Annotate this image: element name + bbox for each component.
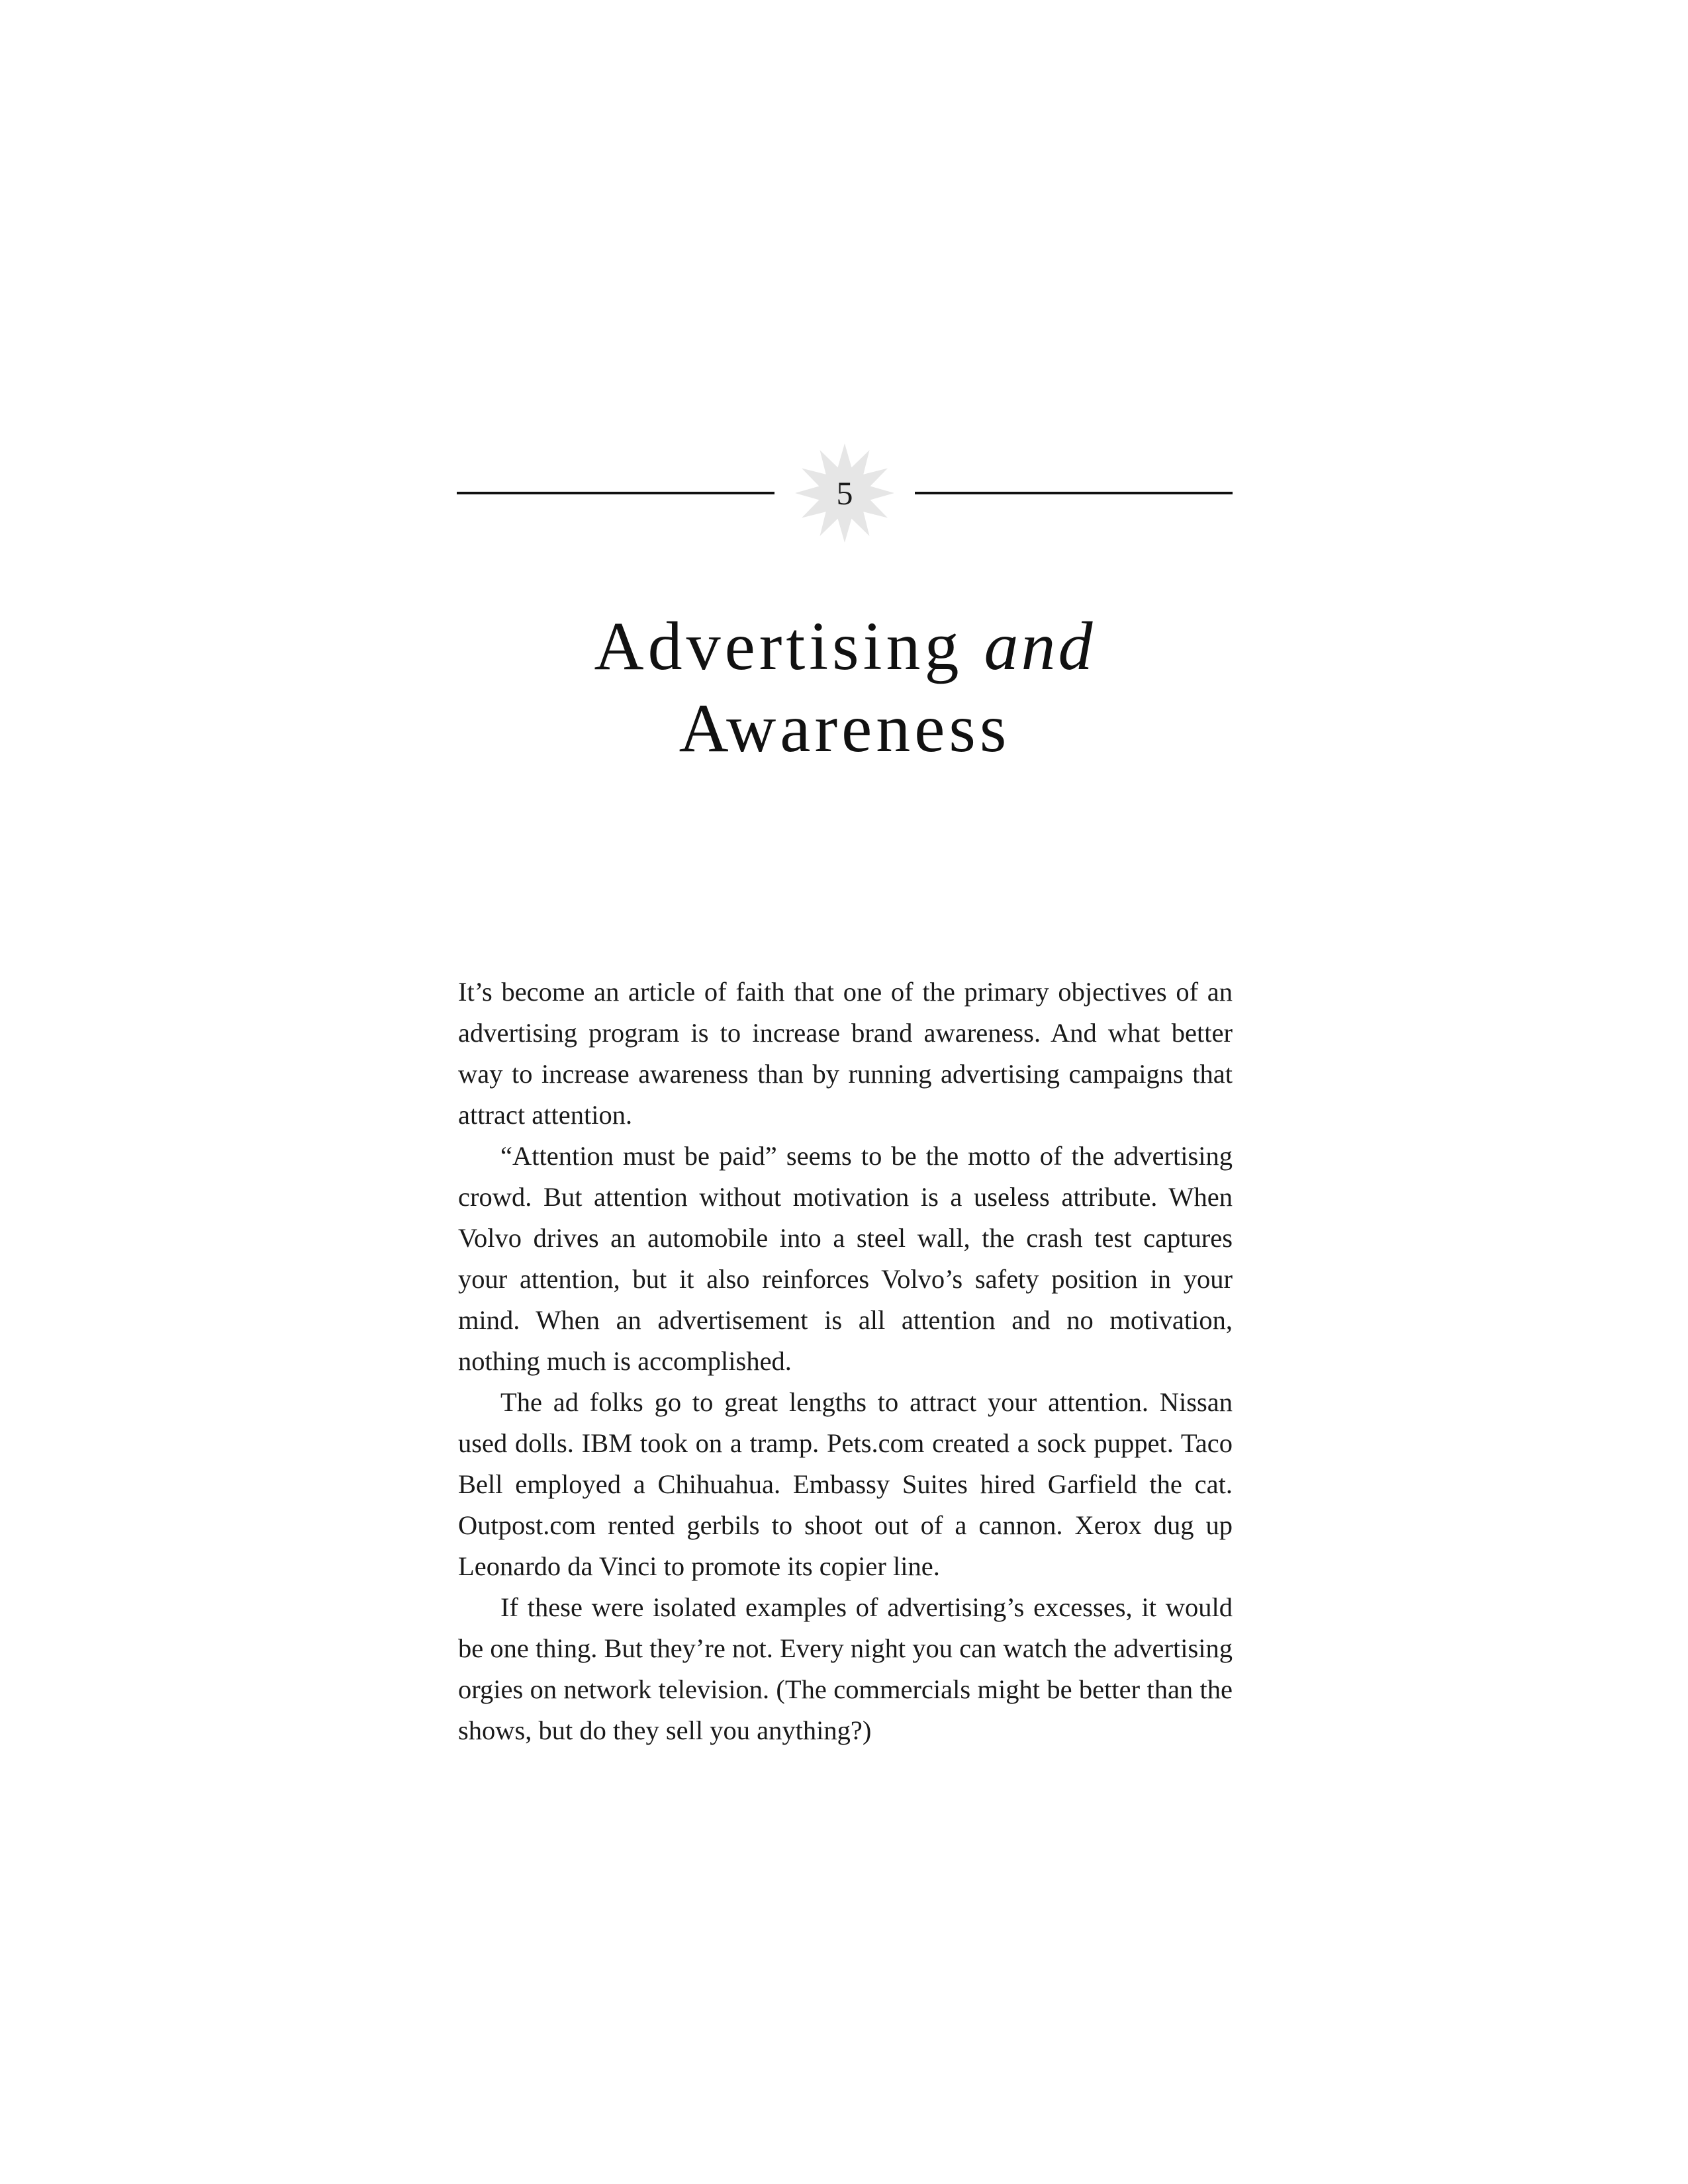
- paragraph: It’s become an article of faith that one of the primary objectives of an advertising program is to increase brand awareness. And what better way to increase awareness than by running advertising campaigns that attract attention.: [458, 977, 1233, 1130]
- chapter-number: 5: [836, 475, 853, 512]
- chapter-title-part1: Advertising: [594, 608, 963, 684]
- paragraph: If these were isolated examples of advertising’s excesses, it would be one thing. But they’re not. Every night you can watch the advertising orgies on network television. (The commercials might be better than the shows, but do they sell you anything?): [458, 1592, 1233, 1745]
- chapter-title: [457, 606, 1233, 770]
- chapter-title-part2: Awareness: [679, 690, 1011, 766]
- chapter-body: [458, 972, 1233, 1751]
- paragraph: The ad folks go to great lengths to attract your attention. Nissan used dolls. IBM took on a tramp. Pets.com created a sock puppet. Taco Bell employed a Chihuahua. Embassy Suites hired Garfield the cat. Outpost.com rented gerbils to shoot out of a cannon. Xerox dug up Leonardo da Vinci to promote its copier line.: [458, 1387, 1233, 1581]
- chapter-title-connector: and: [984, 608, 1096, 684]
- chapter-ornament: [457, 437, 1233, 549]
- paragraph: “Attention must be paid” seems to be the motto of the advertising crowd. But attention without motivation is a useless attribute. When Volvo drives an automobile into a steel wall, the crash test captures your attention, but it also reinforces Volvo’s safety position in your mind. When an advertisement is all attention and no motivation, nothing much is accomplished.: [458, 1141, 1233, 1376]
- left-rule: [457, 492, 774, 494]
- right-rule: [915, 492, 1233, 494]
